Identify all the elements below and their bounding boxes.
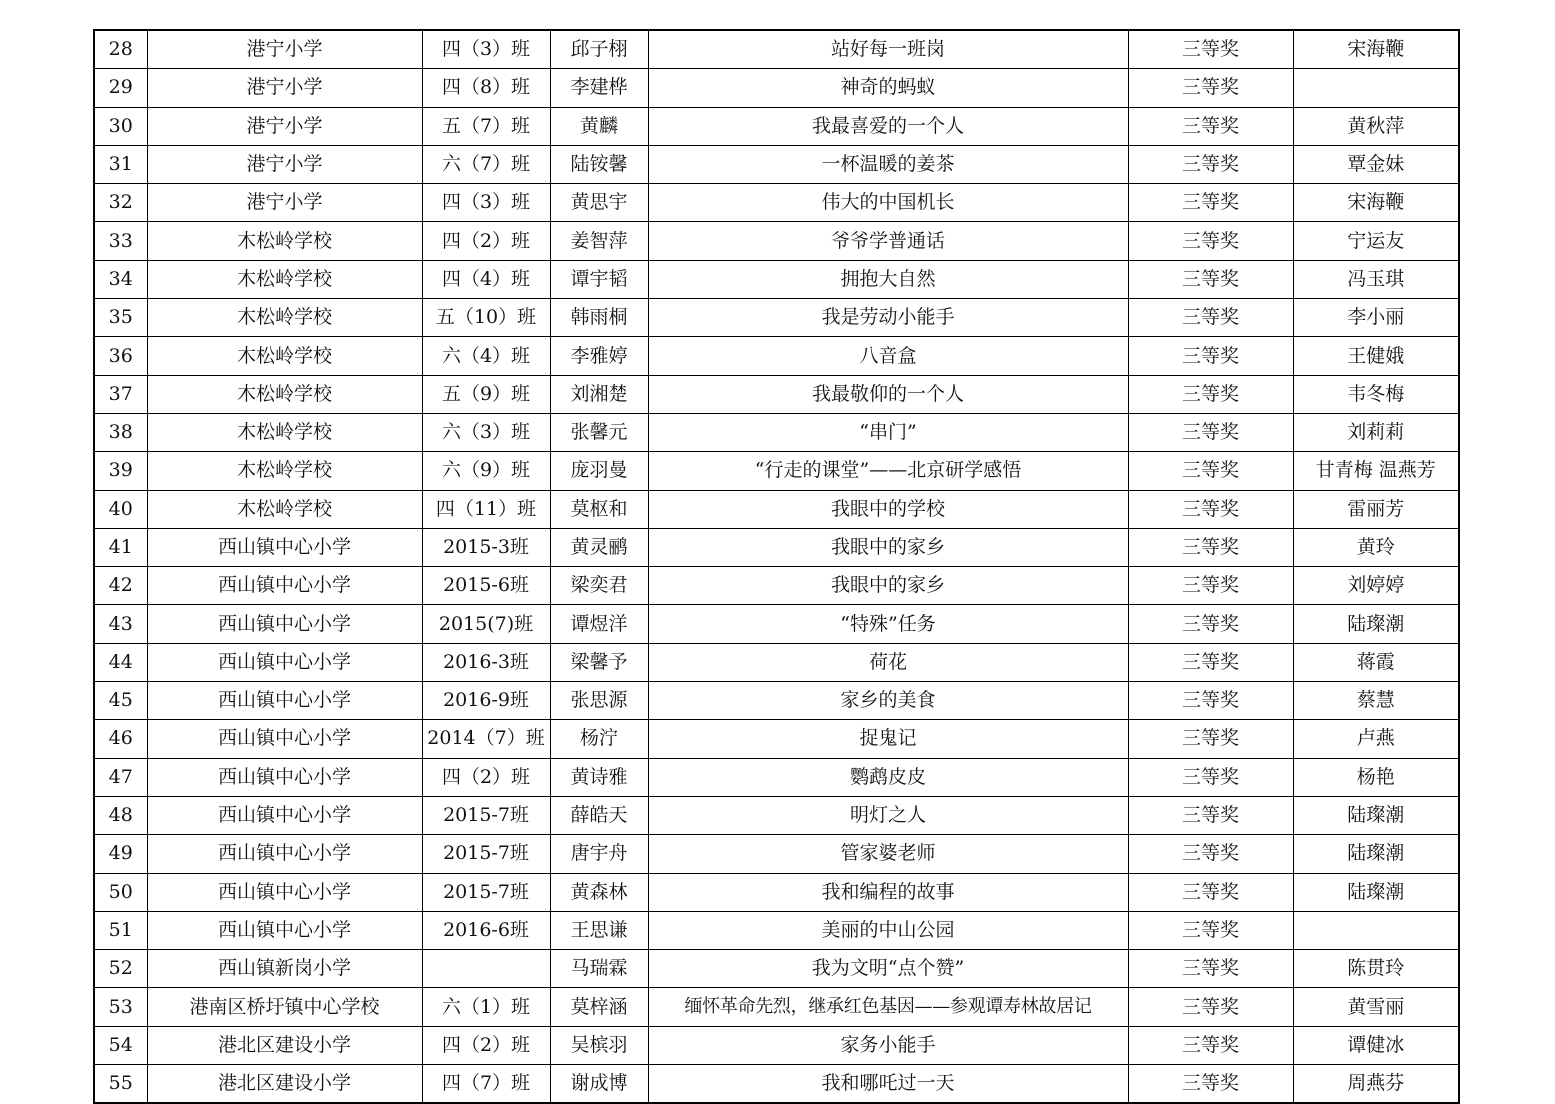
- teacher-cell: 宋海鞭: [1293, 184, 1459, 222]
- teacher-cell: 黄雪丽: [1293, 988, 1459, 1026]
- award-table-body: [94, 30, 1459, 1103]
- class-cell: 四（4）班: [422, 260, 550, 298]
- school-cell: 西山镇中心小学: [147, 528, 422, 566]
- school-cell: 西山镇中心小学: [147, 758, 422, 796]
- essay-title-cell: “特殊”任务: [648, 605, 1128, 643]
- row-number-cell: 37: [94, 375, 147, 413]
- student-name-cell: 陆铵馨: [550, 145, 648, 183]
- student-name-cell: 李雅婷: [550, 337, 648, 375]
- student-name-cell: 李建桦: [550, 69, 648, 107]
- student-name-cell: 谭宇韬: [550, 260, 648, 298]
- school-cell: 西山镇中心小学: [147, 567, 422, 605]
- row-number-cell: 41: [94, 528, 147, 566]
- essay-title-cell: 我最敬仰的一个人: [648, 375, 1128, 413]
- essay-title-cell: 八音盒: [648, 337, 1128, 375]
- award-level-cell: 三等奖: [1128, 69, 1293, 107]
- row-number-cell: 45: [94, 682, 147, 720]
- school-cell: 港北区建设小学: [147, 1026, 422, 1064]
- row-number-cell: 38: [94, 413, 147, 451]
- teacher-cell: 陆璨潮: [1293, 873, 1459, 911]
- award-level-cell: 三等奖: [1128, 758, 1293, 796]
- teacher-cell: 覃金妹: [1293, 145, 1459, 183]
- award-level-cell: 三等奖: [1128, 452, 1293, 490]
- class-cell: [422, 950, 550, 988]
- class-cell: 2015-3班: [422, 528, 550, 566]
- essay-title-cell: 我最喜爱的一个人: [648, 107, 1128, 145]
- class-cell: 2016-3班: [422, 643, 550, 681]
- essay-title-cell: 我眼中的家乡: [648, 567, 1128, 605]
- essay-title-cell: 神奇的蚂蚁: [648, 69, 1128, 107]
- student-name-cell: 梁馨予: [550, 643, 648, 681]
- award-level-cell: 三等奖: [1128, 605, 1293, 643]
- school-cell: 港宁小学: [147, 145, 422, 183]
- student-name-cell: 庞羽曼: [550, 452, 648, 490]
- essay-title-cell: 我为文明“点个赞”: [648, 950, 1128, 988]
- row-number-cell: 53: [94, 988, 147, 1026]
- student-name-cell: 谭煜洋: [550, 605, 648, 643]
- award-level-cell: 三等奖: [1128, 30, 1293, 69]
- school-cell: 木松岭学校: [147, 222, 422, 260]
- table-row: [94, 413, 1459, 451]
- teacher-cell: 谭健冰: [1293, 1026, 1459, 1064]
- essay-title-cell: 伟大的中国机长: [648, 184, 1128, 222]
- student-name-cell: 黄思宇: [550, 184, 648, 222]
- essay-title-cell: 鹦鹉皮皮: [648, 758, 1128, 796]
- table-row: [94, 567, 1459, 605]
- class-cell: 四（2）班: [422, 222, 550, 260]
- class-cell: 五（7）班: [422, 107, 550, 145]
- row-number-cell: 55: [94, 1065, 147, 1104]
- teacher-cell: 陆璨潮: [1293, 796, 1459, 834]
- school-cell: 木松岭学校: [147, 260, 422, 298]
- award-level-cell: 三等奖: [1128, 107, 1293, 145]
- class-cell: 2015-7班: [422, 873, 550, 911]
- award-level-cell: 三等奖: [1128, 796, 1293, 834]
- essay-title-cell: 荷花: [648, 643, 1128, 681]
- student-name-cell: 吴槟羽: [550, 1026, 648, 1064]
- school-cell: 西山镇中心小学: [147, 796, 422, 834]
- award-level-cell: 三等奖: [1128, 950, 1293, 988]
- award-level-cell: 三等奖: [1128, 911, 1293, 949]
- row-number-cell: 29: [94, 69, 147, 107]
- class-cell: 四（3）班: [422, 184, 550, 222]
- row-number-cell: 39: [94, 452, 147, 490]
- student-name-cell: 黄麟: [550, 107, 648, 145]
- student-name-cell: 唐宇舟: [550, 835, 648, 873]
- teacher-cell: 刘莉莉: [1293, 413, 1459, 451]
- table-row: [94, 30, 1459, 69]
- class-cell: 2015-7班: [422, 796, 550, 834]
- school-cell: 西山镇中心小学: [147, 835, 422, 873]
- school-cell: 西山镇新岗小学: [147, 950, 422, 988]
- table-row: [94, 835, 1459, 873]
- essay-title-cell: 捉鬼记: [648, 720, 1128, 758]
- teacher-cell: 黄秋萍: [1293, 107, 1459, 145]
- class-cell: 六（1）班: [422, 988, 550, 1026]
- award-level-cell: 三等奖: [1128, 299, 1293, 337]
- essay-title-cell: 明灯之人: [648, 796, 1128, 834]
- teacher-cell: 陈贯玲: [1293, 950, 1459, 988]
- row-number-cell: 48: [94, 796, 147, 834]
- table-row: [94, 107, 1459, 145]
- teacher-cell: 卢燕: [1293, 720, 1459, 758]
- essay-title-cell: 爷爷学普通话: [648, 222, 1128, 260]
- student-name-cell: 王思谦: [550, 911, 648, 949]
- table-row: [94, 222, 1459, 260]
- essay-title-cell: “串门”: [648, 413, 1128, 451]
- essay-title-cell: 我眼中的家乡: [648, 528, 1128, 566]
- row-number-cell: 33: [94, 222, 147, 260]
- teacher-cell: 蔡慧: [1293, 682, 1459, 720]
- school-cell: 木松岭学校: [147, 337, 422, 375]
- award-level-cell: 三等奖: [1128, 567, 1293, 605]
- row-number-cell: 35: [94, 299, 147, 337]
- award-level-cell: 三等奖: [1128, 260, 1293, 298]
- teacher-cell: [1293, 911, 1459, 949]
- row-number-cell: 40: [94, 490, 147, 528]
- school-cell: 西山镇中心小学: [147, 682, 422, 720]
- student-name-cell: 黄森林: [550, 873, 648, 911]
- essay-title-cell: 我和哪吒过一天: [648, 1065, 1128, 1104]
- award-level-cell: 三等奖: [1128, 720, 1293, 758]
- award-level-cell: 三等奖: [1128, 145, 1293, 183]
- award-level-cell: 三等奖: [1128, 835, 1293, 873]
- student-name-cell: 谢成博: [550, 1065, 648, 1104]
- table-row: [94, 1026, 1459, 1064]
- teacher-cell: 雷丽芳: [1293, 490, 1459, 528]
- teacher-cell: 刘婷婷: [1293, 567, 1459, 605]
- class-cell: 四（7）班: [422, 1065, 550, 1104]
- table-row: [94, 375, 1459, 413]
- essay-title-cell: 我眼中的学校: [648, 490, 1128, 528]
- essay-title-cell: 家乡的美食: [648, 682, 1128, 720]
- school-cell: 木松岭学校: [147, 375, 422, 413]
- award-level-cell: 三等奖: [1128, 643, 1293, 681]
- table-row: [94, 299, 1459, 337]
- essay-title-cell: 缅怀革命先烈，继承红色基因——参观谭寿林故居记: [648, 988, 1128, 1026]
- table-row: [94, 69, 1459, 107]
- table-row: [94, 1065, 1459, 1104]
- school-cell: 西山镇中心小学: [147, 873, 422, 911]
- row-number-cell: 36: [94, 337, 147, 375]
- table-row: [94, 145, 1459, 183]
- school-cell: 港宁小学: [147, 30, 422, 69]
- table-row: [94, 490, 1459, 528]
- school-cell: 港北区建设小学: [147, 1065, 422, 1104]
- table-row: [94, 682, 1459, 720]
- table-row: [94, 452, 1459, 490]
- teacher-cell: 韦冬梅: [1293, 375, 1459, 413]
- table-row: [94, 796, 1459, 834]
- essay-title-cell: “行走的课堂”——北京研学感悟: [648, 452, 1128, 490]
- table-row: [94, 643, 1459, 681]
- school-cell: 木松岭学校: [147, 299, 422, 337]
- teacher-cell: 蒋霞: [1293, 643, 1459, 681]
- award-level-cell: 三等奖: [1128, 1065, 1293, 1104]
- row-number-cell: 50: [94, 873, 147, 911]
- essay-title-cell: 美丽的中山公园: [648, 911, 1128, 949]
- row-number-cell: 46: [94, 720, 147, 758]
- award-level-cell: 三等奖: [1128, 873, 1293, 911]
- student-name-cell: 姜智萍: [550, 222, 648, 260]
- teacher-cell: 周燕芬: [1293, 1065, 1459, 1104]
- school-cell: 港南区桥圩镇中心学校: [147, 988, 422, 1026]
- award-table: [93, 29, 1460, 1104]
- essay-title-cell: 拥抱大自然: [648, 260, 1128, 298]
- table-row: [94, 950, 1459, 988]
- teacher-cell: 宁运友: [1293, 222, 1459, 260]
- award-level-cell: 三等奖: [1128, 222, 1293, 260]
- school-cell: 木松岭学校: [147, 413, 422, 451]
- student-name-cell: 马瑞霖: [550, 950, 648, 988]
- teacher-cell: 冯玉琪: [1293, 260, 1459, 298]
- table-row: [94, 720, 1459, 758]
- teacher-cell: 甘青梅 温燕芳: [1293, 452, 1459, 490]
- class-cell: 六（9）班: [422, 452, 550, 490]
- essay-title-cell: 一杯温暖的姜茶: [648, 145, 1128, 183]
- essay-title-cell: 站好每一班岗: [648, 30, 1128, 69]
- class-cell: 2015-6班: [422, 567, 550, 605]
- table-row: [94, 337, 1459, 375]
- table-row: [94, 911, 1459, 949]
- award-level-cell: 三等奖: [1128, 988, 1293, 1026]
- school-cell: 港宁小学: [147, 107, 422, 145]
- student-name-cell: 莫梓涵: [550, 988, 648, 1026]
- row-number-cell: 52: [94, 950, 147, 988]
- row-number-cell: 44: [94, 643, 147, 681]
- teacher-cell: 陆璨潮: [1293, 605, 1459, 643]
- class-cell: 四（2）班: [422, 758, 550, 796]
- row-number-cell: 47: [94, 758, 147, 796]
- table-row: [94, 988, 1459, 1026]
- essay-title-cell: 我是劳动小能手: [648, 299, 1128, 337]
- class-cell: 六（4）班: [422, 337, 550, 375]
- award-level-cell: 三等奖: [1128, 413, 1293, 451]
- award-level-cell: 三等奖: [1128, 490, 1293, 528]
- school-cell: 木松岭学校: [147, 452, 422, 490]
- table-row: [94, 873, 1459, 911]
- class-cell: 四（8）班: [422, 69, 550, 107]
- award-level-cell: 三等奖: [1128, 375, 1293, 413]
- student-name-cell: 薛皓天: [550, 796, 648, 834]
- school-cell: 港宁小学: [147, 184, 422, 222]
- row-number-cell: 30: [94, 107, 147, 145]
- school-cell: 西山镇中心小学: [147, 720, 422, 758]
- class-cell: 四（3）班: [422, 30, 550, 69]
- teacher-cell: 李小丽: [1293, 299, 1459, 337]
- award-level-cell: 三等奖: [1128, 337, 1293, 375]
- student-name-cell: 邱子栩: [550, 30, 648, 69]
- student-name-cell: 刘湘楚: [550, 375, 648, 413]
- teacher-cell: 黄玲: [1293, 528, 1459, 566]
- student-name-cell: 黄灵鹂: [550, 528, 648, 566]
- school-cell: 港宁小学: [147, 69, 422, 107]
- student-name-cell: 杨泞: [550, 720, 648, 758]
- row-number-cell: 31: [94, 145, 147, 183]
- student-name-cell: 莫枢和: [550, 490, 648, 528]
- teacher-cell: 杨艳: [1293, 758, 1459, 796]
- row-number-cell: 34: [94, 260, 147, 298]
- award-level-cell: 三等奖: [1128, 184, 1293, 222]
- student-name-cell: 张馨元: [550, 413, 648, 451]
- class-cell: 五（9）班: [422, 375, 550, 413]
- teacher-cell: 陆璨潮: [1293, 835, 1459, 873]
- student-name-cell: 韩雨桐: [550, 299, 648, 337]
- row-number-cell: 49: [94, 835, 147, 873]
- class-cell: 四（2）班: [422, 1026, 550, 1064]
- teacher-cell: 宋海鞭: [1293, 30, 1459, 69]
- row-number-cell: 43: [94, 605, 147, 643]
- class-cell: 2015(7)班: [422, 605, 550, 643]
- student-name-cell: 黄诗雅: [550, 758, 648, 796]
- class-cell: 2016-6班: [422, 911, 550, 949]
- class-cell: 六（7）班: [422, 145, 550, 183]
- class-cell: 2014（7）班: [422, 720, 550, 758]
- award-level-cell: 三等奖: [1128, 528, 1293, 566]
- teacher-cell: 王健娥: [1293, 337, 1459, 375]
- row-number-cell: 32: [94, 184, 147, 222]
- table-row: [94, 528, 1459, 566]
- table-row: [94, 605, 1459, 643]
- school-cell: 西山镇中心小学: [147, 643, 422, 681]
- school-cell: 西山镇中心小学: [147, 605, 422, 643]
- essay-title-cell: 管家婆老师: [648, 835, 1128, 873]
- essay-title-cell: 家务小能手: [648, 1026, 1128, 1064]
- school-cell: 西山镇中心小学: [147, 911, 422, 949]
- row-number-cell: 28: [94, 30, 147, 69]
- class-cell: 2015-7班: [422, 835, 550, 873]
- row-number-cell: 54: [94, 1026, 147, 1064]
- class-cell: 六（3）班: [422, 413, 550, 451]
- row-number-cell: 42: [94, 567, 147, 605]
- student-name-cell: 梁奕君: [550, 567, 648, 605]
- table-row: [94, 260, 1459, 298]
- teacher-cell: [1293, 69, 1459, 107]
- class-cell: 2016-9班: [422, 682, 550, 720]
- table-row: [94, 184, 1459, 222]
- class-cell: 五（10）班: [422, 299, 550, 337]
- row-number-cell: 51: [94, 911, 147, 949]
- essay-title-cell: 我和编程的故事: [648, 873, 1128, 911]
- class-cell: 四（11）班: [422, 490, 550, 528]
- award-level-cell: 三等奖: [1128, 682, 1293, 720]
- award-level-cell: 三等奖: [1128, 1026, 1293, 1064]
- table-row: [94, 758, 1459, 796]
- student-name-cell: 张思源: [550, 682, 648, 720]
- school-cell: 木松岭学校: [147, 490, 422, 528]
